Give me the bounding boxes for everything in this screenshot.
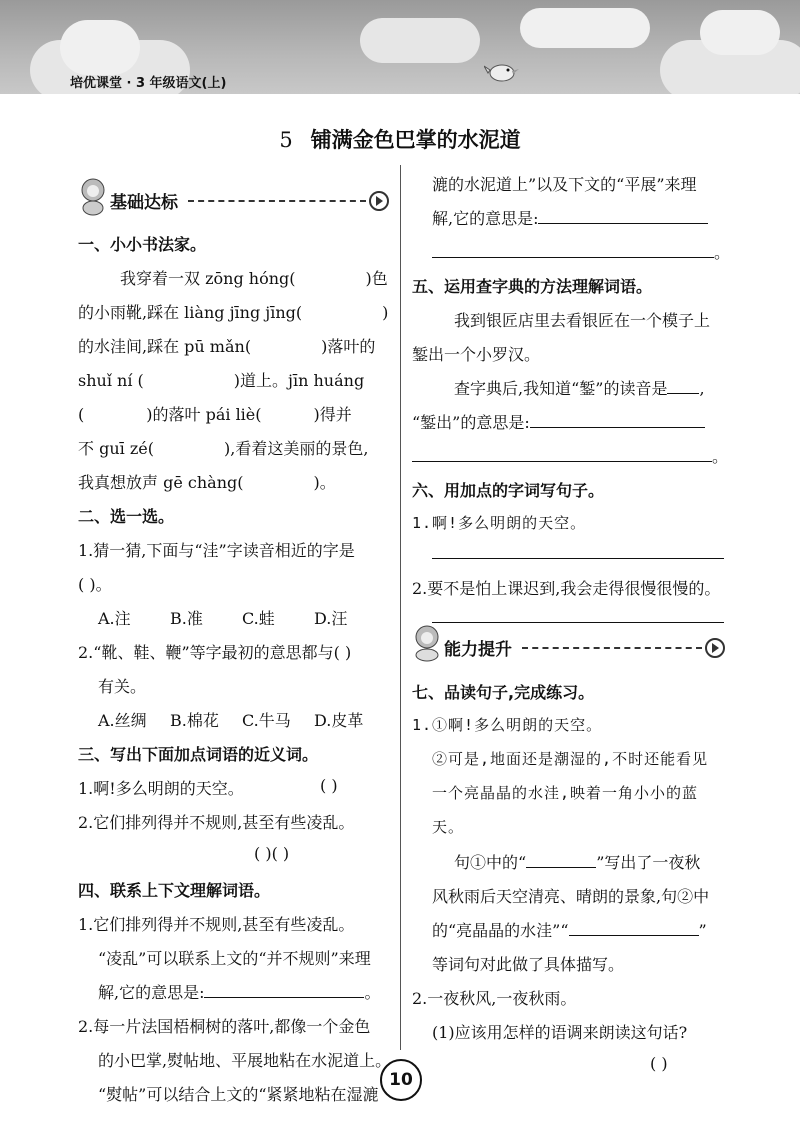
s3-q2: 2.它们排列得并不规则,甚至有些凌乱。 [78, 813, 355, 832]
section-3-title: 三、写出下面加点词语的近义词。 [78, 745, 319, 764]
section-4-title: 四、联系上下文理解词语。 [78, 881, 271, 900]
lesson-title [0, 124, 800, 154]
text: )色 [365, 269, 388, 288]
s2-q1-paren[interactable]: ( )。 [78, 575, 112, 594]
lion-mascot-icon [412, 625, 442, 663]
bird-icon [484, 58, 520, 84]
s2-q2-option[interactable]: D.皮革 [314, 711, 364, 730]
page-number: 10 [380, 1059, 422, 1101]
s4-q2c: “熨帖”可以结合上文的“紧紧地粘在湿漉 [98, 1085, 379, 1104]
cloud-decoration [700, 10, 780, 55]
s2-q1-option[interactable]: C.蛙 [242, 609, 275, 628]
s4-q1c [98, 980, 381, 1003]
answer-line[interactable] [432, 608, 724, 623]
lesson-title-text: 铺满金色巴掌的水泥道 [310, 128, 521, 152]
s3-q2-answer[interactable]: ( )( ) [254, 844, 290, 863]
section-6-title: 六、用加点的字词写句子。 [412, 481, 605, 500]
lesson-number: 5 [279, 128, 293, 152]
text: )。 [313, 473, 336, 492]
page-header [0, 0, 800, 94]
text: 。 [364, 983, 381, 1002]
text: ) [382, 303, 389, 322]
s6-q1-line [432, 544, 724, 563]
s1-line-4 [78, 368, 364, 391]
lion-mascot-icon [78, 178, 108, 216]
s1-line-2 [78, 300, 388, 323]
text: )的落叶 pái liè( [146, 405, 262, 424]
section-2-title: 二、选一选。 [78, 507, 175, 526]
text: 不 guī zé( [78, 439, 154, 458]
play-arrow-icon [705, 638, 725, 658]
dashed-line [188, 200, 366, 202]
s7-q2-answer[interactable]: ( ) [650, 1054, 668, 1073]
s7-line-5 [454, 850, 700, 873]
s2-q1-option[interactable]: A.注 [98, 609, 131, 628]
text: 。 [712, 447, 729, 466]
banner-label: 基础达标 [110, 193, 178, 213]
answer-line[interactable] [569, 921, 699, 936]
s7-q2-sub: (1)应该用怎样的语调来朗读这句话? [432, 1023, 688, 1042]
answer-line[interactable] [412, 447, 712, 462]
text: )落叶的 [321, 337, 376, 356]
s7-line-2: ②可是,地面还是潮湿的,不时还能看见 [432, 750, 709, 768]
s7-line-8: 等词句对此做了具体描写。 [432, 955, 625, 974]
s2-q1-option[interactable]: B.准 [170, 609, 203, 628]
s5-line-1: 我到银匠店里去看银匠在一个模子上 [454, 311, 711, 330]
answer-line[interactable] [538, 209, 708, 224]
text: )道上。jīn huáng [233, 371, 365, 390]
answer-line[interactable] [432, 544, 724, 559]
section-7-title: 七、品读句子,完成练习。 [412, 683, 595, 702]
s3-q1: 1.啊!多么明朗的天空。 [78, 779, 244, 798]
ability-banner [412, 625, 727, 665]
s1-line-5 [78, 402, 352, 425]
s4-cont-3 [432, 240, 730, 263]
text: 我穿着一双 zōng hóng( [120, 269, 296, 288]
answer-line[interactable] [530, 413, 705, 428]
s5-line-3 [454, 376, 705, 399]
s7-line-1: 1.①啊!多么明朗的天空。 [412, 716, 603, 734]
s7-line-6: 风秋雨后天空清亮、晴朗的景象,句②中 [432, 887, 710, 906]
s6-q2: 2.要不是怕上课迟到,我会走得很慢很慢的。 [412, 579, 721, 598]
text: )得并 [313, 405, 352, 424]
s4-q1a: 1.它们排列得并不规则,甚至有些凌乱。 [78, 915, 355, 934]
answer-line[interactable] [204, 983, 364, 998]
answer-line[interactable] [432, 243, 714, 258]
book-title: 培优课堂 · 3 年级语文(上) [70, 76, 227, 91]
s4-cont-1: 漉的水泥道上”以及下文的“平展”来理 [432, 175, 697, 194]
cloud-decoration [360, 18, 480, 63]
dashed-line [522, 647, 702, 649]
basic-banner [78, 178, 390, 218]
s1-line-1 [120, 266, 388, 289]
play-arrow-icon [369, 191, 389, 211]
text: 的“亮晶晶的水洼”“ [432, 921, 569, 940]
text: shuǐ ní ( [78, 371, 144, 390]
text: ”写出了一夜秋 [596, 853, 701, 872]
s2-q1: 1.猜一猜,下面与“洼”字读音相近的字是 [78, 541, 355, 560]
text: 解,它的意思是: [98, 983, 205, 1002]
s2-q2-cont: 有关。 [98, 677, 147, 696]
s5-line-5 [412, 444, 728, 467]
s2-q2-option[interactable]: C.牛马 [242, 711, 291, 730]
s7-q2: 2.一夜秋风,一夜秋雨。 [412, 989, 577, 1008]
s5-line-4 [412, 410, 705, 433]
text: “錾出”的意思是: [412, 413, 530, 432]
banner-label: 能力提升 [444, 640, 512, 660]
section-5-title: 五、运用查字典的方法理解词语。 [412, 277, 653, 296]
s7-line-3: 一个亮晶晶的水洼,映着一角小小的蓝 [432, 784, 699, 802]
text: 句①中的“ [454, 853, 527, 872]
text: 我真想放声 gē chàng( [78, 473, 244, 492]
text: 的水洼间,踩在 pū mǎn( [78, 337, 252, 356]
cloud-decoration [520, 8, 650, 48]
s1-line-6 [78, 436, 368, 459]
text: 的小雨靴,踩在 liàng jīng jīng( [78, 303, 303, 322]
text: 。 [714, 243, 731, 262]
text: ),看着这美丽的景色, [223, 439, 369, 458]
answer-line[interactable] [526, 853, 596, 868]
s1-line-7 [78, 470, 336, 493]
s7-line-4: 天。 [432, 818, 465, 836]
s1-line-3 [78, 334, 375, 357]
cloud-decoration [60, 20, 140, 75]
s2-q2: 2.“靴、鞋、鞭”等字最初的意思都与( ) [78, 643, 352, 662]
text: , [699, 379, 705, 398]
answer-line[interactable] [667, 379, 699, 394]
s7-line-7 [432, 918, 707, 941]
s4-q2b: 的小巴掌,熨帖地、平展地粘在水泥道上。 [98, 1051, 392, 1070]
s4-q2a: 2.每一片法国梧桐树的落叶,都像一个金色 [78, 1017, 371, 1036]
text: 解,它的意思是: [432, 209, 539, 228]
column-divider [400, 165, 401, 1050]
text: ” [698, 921, 707, 940]
s2-q2-option[interactable]: A.丝绸 [98, 711, 147, 730]
text: 查字典后,我知道“錾”的读音是 [454, 379, 668, 398]
s2-q2-option[interactable]: B.棉花 [170, 711, 219, 730]
s2-q1-option[interactable]: D.汪 [314, 609, 348, 628]
s4-q1b: “凌乱”可以联系上文的“并不规则”来理 [98, 949, 371, 968]
text: ( [78, 405, 85, 424]
s3-q1-answer[interactable]: ( ) [320, 776, 338, 795]
section-1-title: 一、小小书法家。 [78, 235, 207, 254]
s4-cont-2 [432, 206, 708, 229]
s6-q1: 1.啊!多么明朗的天空。 [412, 514, 587, 532]
s5-line-2: 錾出一个小罗汉。 [412, 345, 541, 364]
